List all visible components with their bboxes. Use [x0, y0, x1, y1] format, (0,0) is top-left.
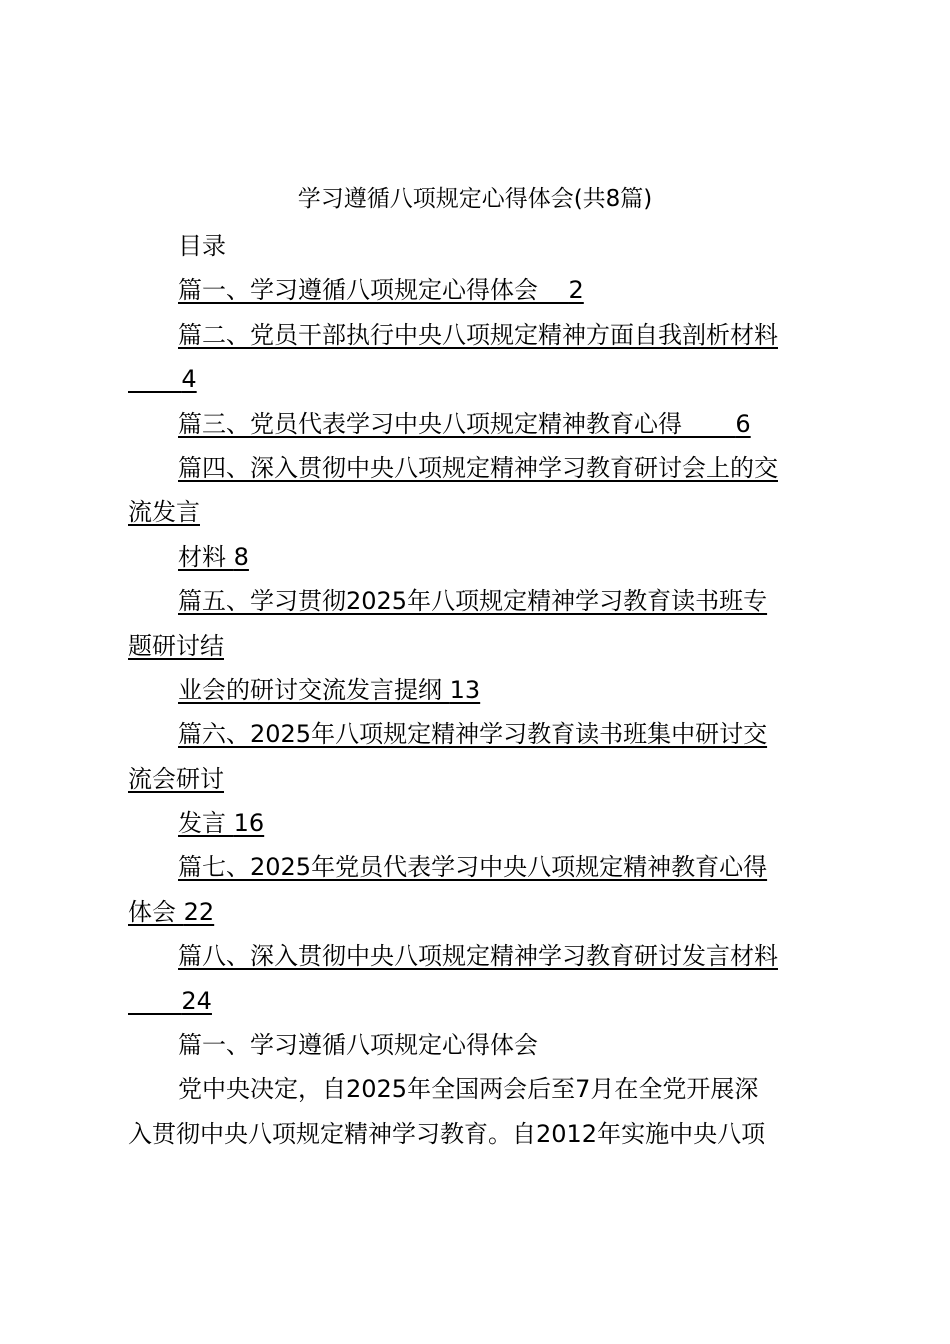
toc-entry-3-page[interactable]: 6 [735, 409, 751, 438]
toc-entry-6-page[interactable]: 16 [233, 809, 265, 838]
document-title: 学习遵循八项规定心得体会(共8篇) [297, 186, 653, 212]
toc-entry-2-title[interactable]: 篇二、党员干部执行中央八项规定精神方面自我剖析材料 [178, 320, 778, 349]
toc-heading: 目录 [178, 232, 226, 260]
toc-entry-4-continuation-2[interactable] [128, 535, 818, 579]
toc-entry-6-leader [226, 801, 234, 845]
toc-entry-4[interactable] [128, 446, 818, 490]
paragraph-line-1: 党中央决定，自2025年全国两会后至7月在全党开展深 [178, 1075, 759, 1104]
toc-entry-7-continuation[interactable] [128, 890, 818, 934]
toc-entry-2-continuation[interactable] [128, 357, 818, 401]
toc-entry-8-page[interactable]: 24 [181, 986, 212, 1015]
toc-entry-4-page[interactable]: 8 [233, 542, 249, 571]
toc-entry-4-title-cont[interactable]: 流发言 [128, 498, 200, 527]
toc-entry-3-leader [682, 402, 735, 446]
paragraph-line-2: 入贯彻中央八项规定精神学习教育。自2012年实施中央八项 [128, 1119, 766, 1148]
toc-entry-1-page[interactable]: 2 [568, 276, 584, 305]
toc-entry-6[interactable] [128, 712, 818, 756]
toc-entry-3-title[interactable]: 篇三、党员代表学习中央八项规定精神教育心得 [178, 409, 682, 438]
toc-entry-2-leader [128, 357, 181, 401]
toc-entry-7-title[interactable]: 篇七、2025年党员代表学习中央八项规定精神教育心得 [178, 853, 768, 882]
toc-entry-4-leader [226, 535, 234, 579]
toc-entry-8[interactable] [128, 934, 818, 978]
toc-entry-8-title[interactable]: 篇八、深入贯彻中央八项规定精神学习教育研讨发言材料 [178, 942, 778, 971]
toc-entry-8-continuation[interactable] [128, 979, 818, 1023]
toc-entry-4-title-cont-2[interactable]: 材料 [178, 542, 226, 571]
toc-entry-6-continuation[interactable] [128, 757, 818, 801]
toc-entry-5-title-cont[interactable]: 题研讨结 [128, 631, 224, 660]
toc-entry-8-leader [128, 979, 181, 1023]
toc-entry-7-leader [176, 890, 184, 934]
toc-entry-2-page[interactable]: 4 [181, 365, 197, 394]
toc-entry-7[interactable] [128, 845, 818, 889]
toc-entry-6-title[interactable]: 篇六、2025年八项规定精神学习教育读书班集中研讨交 [178, 720, 768, 749]
toc-entry-2[interactable] [128, 313, 818, 357]
toc-entry-7-title-cont[interactable]: 体会 [128, 897, 176, 926]
toc-entry-4-title[interactable]: 篇四、深入贯彻中央八项规定精神学习教育研讨会上的交 [178, 453, 778, 482]
toc-entry-1[interactable] [128, 268, 818, 312]
toc-entry-1-title[interactable]: 篇一、学习遵循八项规定心得体会 [178, 276, 538, 305]
document-body [128, 224, 818, 1156]
toc-entry-6-title-cont[interactable]: 流会研讨 [128, 764, 224, 793]
toc-entry-5-title[interactable]: 篇五、学习贯彻2025年八项规定精神学习教育读书班专 [178, 587, 768, 616]
toc-entry-6-title-cont-2[interactable]: 发言 [178, 809, 226, 838]
toc-entry-5[interactable] [128, 579, 818, 623]
toc-entry-7-page[interactable]: 22 [183, 897, 215, 926]
toc-entry-5-continuation[interactable] [128, 624, 818, 668]
section-heading: 篇一、学习遵循八项规定心得体会 [178, 1031, 538, 1060]
toc-entry-5-title-cont-2[interactable]: 业会的研讨交流发言提纲 [178, 675, 442, 704]
toc-entry-5-page[interactable]: 13 [449, 675, 481, 704]
toc-entry-3[interactable] [128, 402, 818, 446]
toc-entry-5-continuation-2[interactable] [128, 668, 818, 712]
toc-entry-6-continuation-2[interactable] [128, 801, 818, 845]
toc-entry-5-leader [442, 668, 450, 712]
toc-entry-1-leader [538, 268, 569, 312]
toc-entry-4-continuation[interactable] [128, 490, 818, 534]
